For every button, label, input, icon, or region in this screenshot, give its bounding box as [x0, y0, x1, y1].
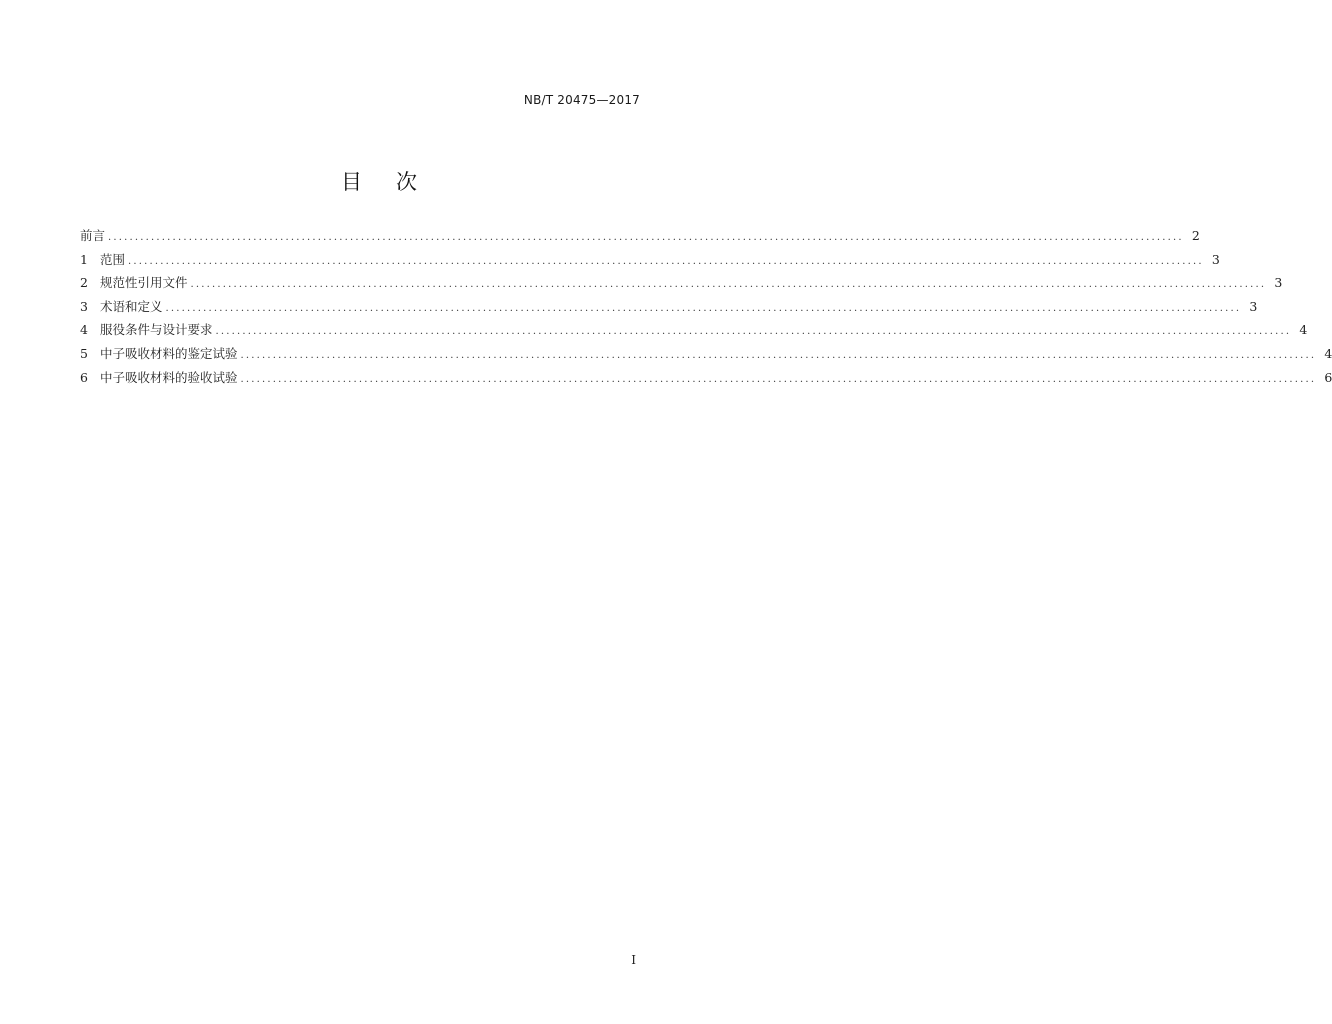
toc-dot-leader: ........................................................................................................................................................................................................ — [240, 373, 1317, 385]
toc-dot-leader: ........................................................................................................................................................................................................ — [215, 326, 1292, 338]
toc-entry-number: 5 — [80, 345, 88, 361]
toc-entry-acceptance-tests[interactable] — [80, 368, 1332, 392]
toc-entry-qualification-tests[interactable] — [80, 344, 1332, 368]
toc-entry-terms-definitions[interactable] — [80, 297, 1258, 321]
toc-dot-leader: ........................................................................................................................................................................................................ — [240, 349, 1317, 361]
toc-entry-number: 4 — [80, 322, 88, 338]
toc-entry-page: 4 — [1324, 345, 1332, 361]
toc-dot-leader: ........................................................................................................................................................................................................ — [108, 232, 1184, 243]
toc-entry-label: 中子吸收材料的验收试验 — [100, 369, 238, 385]
toc-entry-label: 规范性引用文件 — [100, 275, 188, 291]
toc-entry-page: 3 — [1274, 275, 1283, 291]
toc-entry-scope[interactable] — [80, 250, 1220, 274]
toc-entry-page: 2 — [1191, 228, 1200, 243]
toc-entry-label: 范围 — [100, 251, 126, 267]
toc-entry-number: 2 — [80, 275, 88, 291]
toc-entry-label: 服役条件与设计要求 — [100, 322, 213, 338]
toc-entry-foreword[interactable] — [80, 226, 1200, 250]
toc-entry-page: 6 — [1324, 369, 1332, 385]
document-code: NB/T 20475—2017 — [523, 93, 640, 107]
toc-entry-page: 4 — [1299, 322, 1308, 338]
toc-entry-service-conditions[interactable] — [80, 320, 1308, 344]
toc-entry-page: 3 — [1211, 251, 1220, 267]
toc-list — [80, 226, 1332, 391]
toc-entry-page: 3 — [1249, 298, 1258, 314]
toc-entry-number: 6 — [80, 369, 88, 385]
toc-entry-label: 前言 — [80, 228, 106, 243]
toc-dot-leader: ........................................................................................................................................................................................................ — [128, 255, 1204, 267]
toc-entry-number: 1 — [80, 251, 88, 267]
toc-entry-label: 中子吸收材料的鉴定试验 — [100, 345, 238, 361]
toc-entry-number: 3 — [80, 298, 88, 314]
toc-title: 目次 — [341, 170, 451, 194]
toc-dot-leader: ........................................................................................................................................................................................................ — [165, 302, 1242, 314]
toc-entry-label: 术语和定义 — [100, 298, 163, 314]
page-number: I — [631, 953, 636, 967]
toc-entry-normative-references[interactable] — [80, 273, 1283, 297]
toc-dot-leader: ........................................................................................................................................................................................................ — [190, 279, 1267, 291]
